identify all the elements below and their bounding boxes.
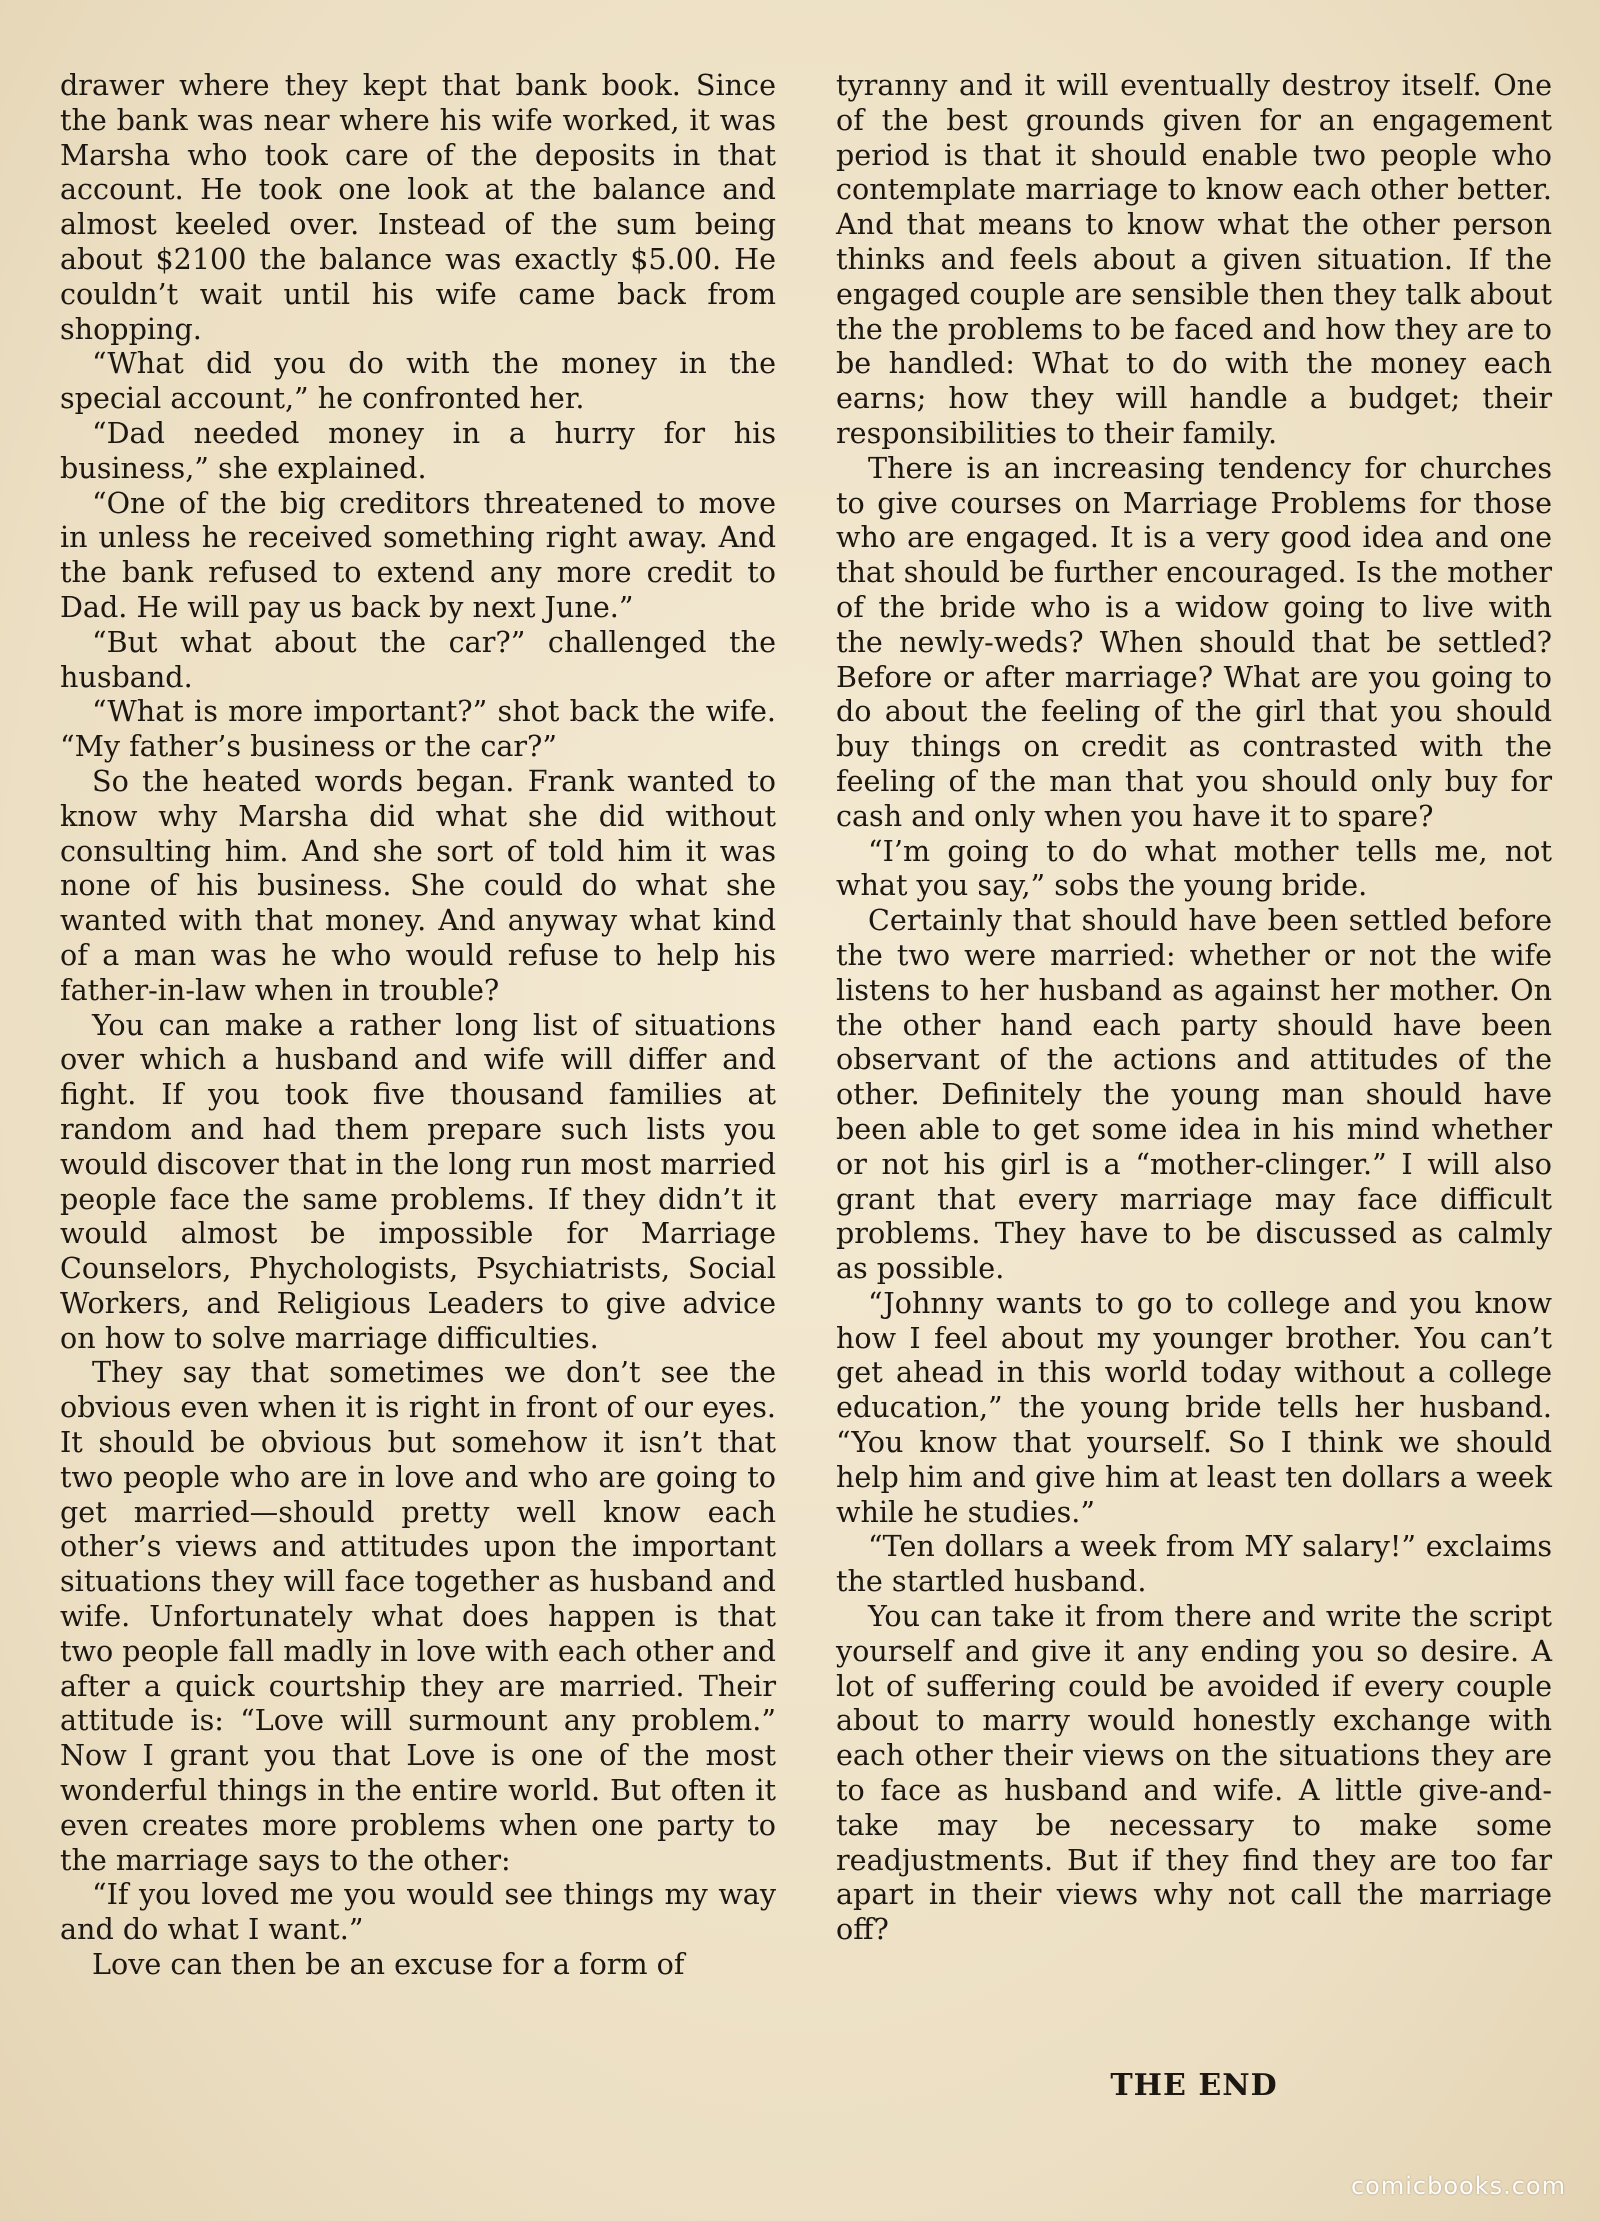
paragraph: Certainly that should have been settled before the two were married: whether or not the wife listens to her husband as against her mother. On the other hand each party should have been observant of the actions and attitudes of the other. Definitely the young man should have been able to get some idea in his mind whether or not his girl is a “mother-clinger.” I will also grant that every marriage may face difficult problems. They have to be discussed as calmly as possible.: [836, 903, 1552, 1286]
the-end-label: THE END: [1110, 2068, 1278, 2103]
paragraph: “One of the big creditors threatened to move in unless he received something right away. And the bank refused to extend any more credit to Dad. He will pay us back by next June.”: [60, 485, 776, 624]
paragraph: They say that sometimes we don’t see the obvious even when it is right in front of our eyes. It should be obvious but somehow it isn’t that two people who are in love and who are going to get married—should pretty well know each other’s views and attitudes upon the important situations they will face together as husband and wife. Unfortunately what does happen is that two people fall madly in love with each other and after a quick courtship they are married. Their attitude is: “Love will surmount any problem.” Now I grant you that Love is one of the most wonderful things in the entire world. But often it even creates more problems when one party to the marriage says to the other:: [60, 1355, 776, 1877]
watermark: comicbooks.com: [1350, 2172, 1566, 2200]
paragraph: “What is more important?” shot back the wife. “My father’s business or the car?”: [60, 694, 776, 764]
paragraph: drawer where they kept that bank book. Since the bank was near where his wife worked, it was Marsha who took care of the deposits in that account. He took one look at the balance and almost keeled over. Instead of the sum being about $2100 the balance was exactly $5.00. He couldn’t wait until his wife came back from shopping.: [60, 68, 776, 346]
paragraph: “But what about the car?” challenged the husband.: [60, 624, 776, 694]
paragraph: “What did you do with the money in the special account,” he confronted her.: [60, 346, 776, 416]
right-column: [836, 68, 1552, 1947]
paragraph: You can make a rather long list of situations over which a husband and wife will differ and fight. If you took five thousand families at random and had them prepare such lists you would discover that in the long run most married people face the same problems. If they didn’t it would almost be impossible for Marriage Counselors, Phychologists, Psychiatrists, Social Workers, and Religious Leaders to give advice on how to solve marriage difficulties.: [60, 1007, 776, 1355]
paragraph: “Johnny wants to go to college and you know how I feel about my younger brother. You can’t get ahead in this world today without a college education,” the young bride tells her husband. “You know that yourself. So I think we should help him and give him at least ten dollars a week while he studies.”: [836, 1285, 1552, 1529]
paragraph: So the heated words began. Frank wanted to know why Marsha did what she did without consulting him. And she sort of told him it was none of his business. She could do what she wanted with that money. And anyway what kind of a man was he who would refuse to help his father-in-law when in trouble?: [60, 763, 776, 1007]
paragraph: tyranny and it will eventually destroy itself. One of the best grounds given for an engagement period is that it should enable two people who contemplate marriage to know each other better. And that means to know what the other person thinks and feels about a given situation. If the engaged couple are sensible then they talk about the the problems to be faced and how they are to be handled: What to do with the money each earns; how they will handle a budget; their responsibilities to their family.: [836, 68, 1552, 450]
paragraph: “Dad needed money in a hurry for his business,” she explained.: [60, 415, 776, 485]
paragraph: There is an increasing tendency for churches to give courses on Marriage Problems for those who are engaged. It is a very good idea and one that should be further encouraged. Is the mother of the bride who is a widow going to live with the newly-weds? When should that be settled? Before or after marriage? What are you going to do about the feeling of the girl that you should buy things on credit as contrasted with the feeling of the man that you should only buy for cash and only when you have it to spare?: [836, 450, 1552, 833]
paragraph: “If you loved me you would see things my way and do what I want.”: [60, 1877, 776, 1947]
paragraph: “I’m going to do what mother tells me, not what you say,” sobs the young bride.: [836, 833, 1552, 903]
paragraph: “Ten dollars a week from MY salary!” exclaims the startled husband.: [836, 1529, 1552, 1599]
paragraph: You can take it from there and write the script yourself and give it any ending you so desire. A lot of suffering could be avoided if every couple about to marry would honestly exchange with each other their views on the situations they are to face as husband and wife. A little give-and-take may be necessary to make some readjustments. But if they find they are too far apart in their views why not call the marriage off?: [836, 1599, 1552, 1947]
paragraph: Love can then be an excuse for a form of: [92, 1947, 685, 1982]
left-column: [60, 68, 776, 1982]
